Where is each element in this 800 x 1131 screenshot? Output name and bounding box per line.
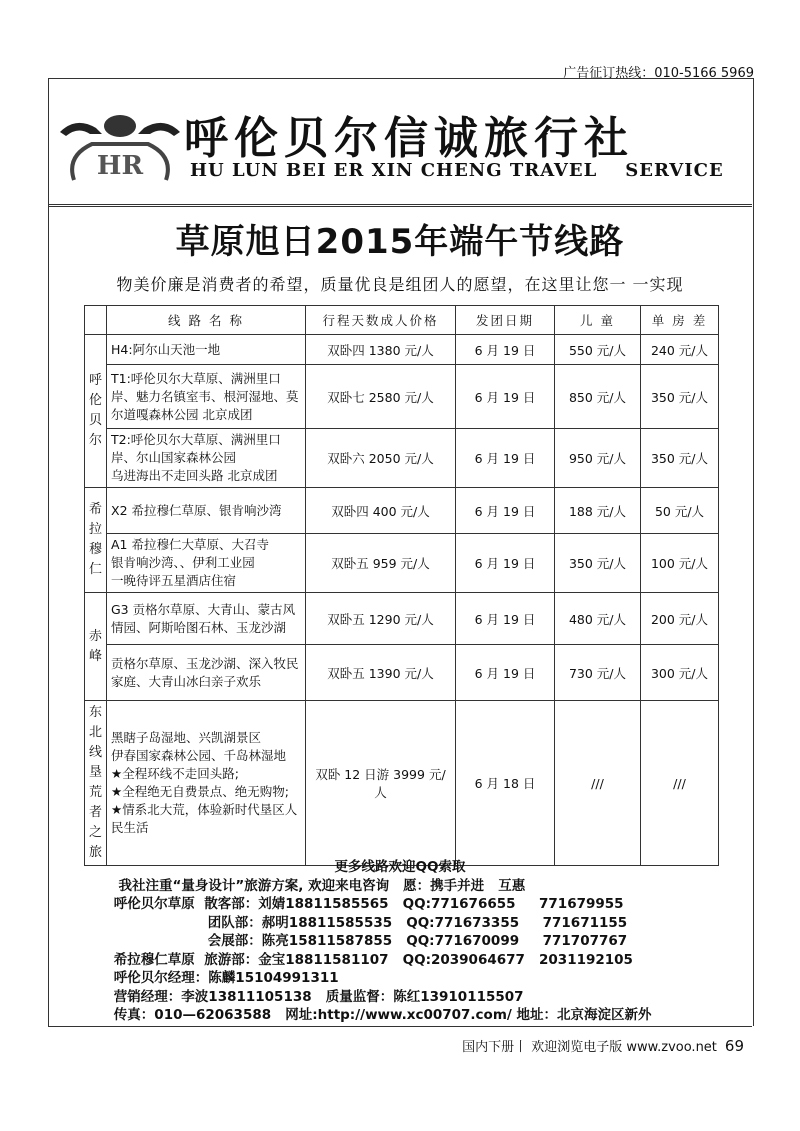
- route-table: [84, 305, 719, 866]
- page-footer: [462, 1036, 744, 1055]
- slogan: 物美价廉是消费者的希望，质量优良是组团人的愿望，在这里让您一 一实现: [116, 275, 684, 294]
- single-room-cell: 100 元/人: [641, 534, 719, 593]
- date-cell: 6 月 18 日: [456, 701, 555, 866]
- table-row: [85, 488, 719, 534]
- bottom-rule: [48, 1026, 752, 1027]
- single-room-cell: 50 元/人: [641, 488, 719, 534]
- region-cell: 赤峰: [85, 593, 107, 701]
- agency-logo-icon: [56, 110, 184, 186]
- more-routes-note: 更多线路欢迎QQ索取: [334, 859, 466, 875]
- footer-line: 会展部：陈亮15811587855 QQ:771670099 771707767: [48, 933, 628, 949]
- region-cell: 东北线垦荒者之旅: [85, 701, 107, 866]
- child-price-cell: 950 元/人: [555, 429, 641, 488]
- site-note: 国内下册丨 欢迎浏览电子版 www.zvoo.net: [462, 1040, 717, 1055]
- single-room-cell: 200 元/人: [641, 593, 719, 645]
- table-row: [85, 593, 719, 645]
- price-header: 行程天数成人价格: [306, 306, 456, 335]
- date-header: 发团日期: [456, 306, 555, 335]
- route-cell: T1:呼伦贝尔大草原、满洲里口岸、魅力名镇室韦、根河湿地、莫尔道嘎森林公园 北京成团: [107, 365, 306, 429]
- svg-text:HR: HR: [96, 151, 144, 181]
- single-room-cell: 300 元/人: [641, 645, 719, 701]
- single-room-cell: 350 元/人: [641, 429, 719, 488]
- agency-name-cn: 呼伦贝尔信诚旅行社: [184, 113, 634, 164]
- region-cell: 希拉穆仁: [85, 488, 107, 593]
- page-number: 69: [724, 1037, 744, 1055]
- footer-line: 呼伦贝尔草原 散客部：刘婧18811585565 QQ:771676655 771679955: [48, 896, 624, 912]
- route-header: 线 路 名 称: [107, 306, 306, 335]
- date-cell: 6 月 19 日: [456, 488, 555, 534]
- table-row: [85, 645, 719, 701]
- price-cell: 双卧六 2050 元/人: [306, 429, 456, 488]
- single-room-header: 单 房 差: [641, 306, 719, 335]
- page-title: 草原旭日2015年端午节线路: [175, 222, 625, 262]
- price-cell: 双卧五 1390 元/人: [306, 645, 456, 701]
- route-cell: A1 希拉穆仁大草原、大召寺 银肯响沙湾、、伊利工业园 一晚待评五星酒店住宿: [107, 534, 306, 593]
- header-divider: [48, 204, 752, 207]
- footer-line: 营销经理：李波13811105138 质量监督：陈红13910115507: [48, 988, 524, 1005]
- single-room-cell: 240 元/人: [641, 335, 719, 365]
- route-cell: 黑瞎子岛湿地、兴凯湖景区 伊春国家森林公园、千岛林湿地 ★全程环线不走回头路; ★全程绝无自费景点、绝无购物; ★情系北大荒，体验新时代垦区人民生活: [107, 701, 306, 866]
- region-cell: 呼伦贝尔: [85, 335, 107, 488]
- agency-name-en-main: HU LUN BEI ER XIN CHENG TRAVEL: [190, 160, 598, 181]
- footer-line: 传真：010—62063588 网址:http://www.xc00707.com/ 地址：北京海淀区新外: [48, 1007, 652, 1023]
- table-row: [85, 429, 719, 488]
- price-cell: 双卧 12 日游 3999 元/人: [306, 701, 456, 866]
- single-room-cell: 350 元/人: [641, 365, 719, 429]
- footer-line: 呼伦贝尔经理：陈麟15104991311: [48, 970, 339, 986]
- table-header-row: [85, 306, 719, 335]
- footer-line: 希拉穆仁草原 旅游部：金宝18811581107 QQ:2039064677 2031192105: [48, 951, 633, 968]
- child-price-cell: 480 元/人: [555, 593, 641, 645]
- table-row: [85, 534, 719, 593]
- route-cell: T2:呼伦贝尔大草原、满洲里口岸、尔山国家森林公园 乌进海出不走回头路 北京成团: [107, 429, 306, 488]
- date-cell: 6 月 19 日: [456, 429, 555, 488]
- child-header: 儿 童: [555, 306, 641, 335]
- price-cell: 双卧四 400 元/人: [306, 488, 456, 534]
- single-room-cell: ///: [641, 701, 719, 866]
- price-cell: 双卧五 1290 元/人: [306, 593, 456, 645]
- child-price-cell: 550 元/人: [555, 335, 641, 365]
- child-price-cell: 850 元/人: [555, 365, 641, 429]
- agency-name-en: [190, 160, 724, 181]
- route-cell: X2 希拉穆仁草原、银肯响沙湾: [107, 488, 306, 534]
- contact-footer: [48, 858, 752, 1025]
- ad-hotline: 广告征订热线：010-5166 5969: [563, 66, 754, 81]
- footer-line: 团队部：郝明18811585535 QQ:771673355 771671155: [48, 914, 628, 931]
- date-cell: 6 月 19 日: [456, 335, 555, 365]
- price-cell: 双卧四 1380 元/人: [306, 335, 456, 365]
- price-cell: 双卧五 959 元/人: [306, 534, 456, 593]
- agency-header: [48, 80, 752, 202]
- child-price-cell: 730 元/人: [555, 645, 641, 701]
- agency-name-en-service: SERVICE: [625, 160, 724, 181]
- child-price-cell: 188 元/人: [555, 488, 641, 534]
- date-cell: 6 月 19 日: [456, 365, 555, 429]
- footer-line: 我社注重“量身设计”旅游方案, 欢迎来电咨询 愿：携手并进 互惠: [48, 877, 526, 894]
- table-row: [85, 335, 719, 365]
- route-cell: H4:阿尔山天池一地: [107, 335, 306, 365]
- region-header: [85, 306, 107, 335]
- price-cell: 双卧七 2580 元/人: [306, 365, 456, 429]
- child-price-cell: 350 元/人: [555, 534, 641, 593]
- route-cell: G3 贡格尔草原、大青山、蒙古风情园、阿斯哈图石林、玉龙沙湖: [107, 593, 306, 645]
- child-price-cell: ///: [555, 701, 641, 866]
- route-cell: 贡格尔草原、玉龙沙湖、深入牧民家庭、大青山冰臼亲子欢乐: [107, 645, 306, 701]
- table-row: [85, 365, 719, 429]
- table-row: [85, 701, 719, 866]
- date-cell: 6 月 19 日: [456, 593, 555, 645]
- date-cell: 6 月 19 日: [456, 534, 555, 593]
- date-cell: 6 月 19 日: [456, 645, 555, 701]
